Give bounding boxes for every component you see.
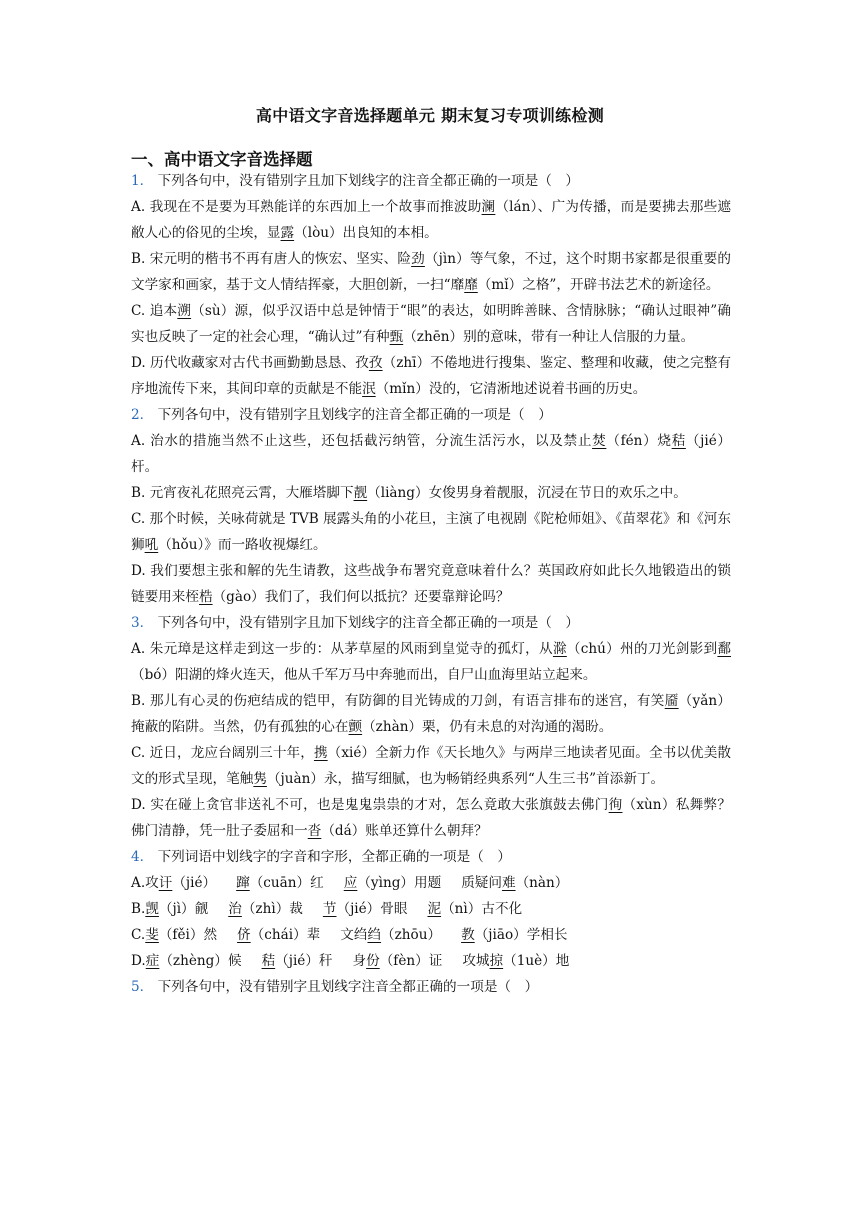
underlined-char: 侪 <box>237 927 251 943</box>
word-item <box>145 870 216 896</box>
underlined-char: 梏 <box>198 589 213 605</box>
question-text: 下列各句中，没有错别字且划线字的注音全都正确的一项是（ ） <box>153 407 552 423</box>
text-run: B. 宋元明的楷书不再有唐人的恢宏、坚实、险 <box>131 251 412 267</box>
text-run: （nì）古不化 <box>441 901 523 917</box>
underlined-char: 劲 <box>411 251 425 267</box>
word-item <box>323 896 408 922</box>
underlined-char: 甄 <box>389 329 404 345</box>
option-label: A. <box>131 875 146 891</box>
underlined-char: 溯 <box>177 303 192 319</box>
answer-option <box>131 740 731 792</box>
question-number: 1． <box>131 173 154 189</box>
document-title: 高中语文字音选择题单元 期末复习专项训练检测 <box>255 106 605 125</box>
text-run: （juàn）永，描写细腻，也为畅销经典系列“人生三书”首添新丁。 <box>266 771 665 787</box>
text-run: （zhī）不倦地进行搜集、鉴定、整理和收藏，使之完整有序地流传下来，其间印章的贡献是不能 <box>131 355 732 397</box>
question-text: 下列词语中划线字的字音和字形，全都正确的一项是（ ） <box>153 849 512 865</box>
question-text: 下列各句中，没有错别字且划线字注音全都正确的一项是（ ） <box>153 979 539 995</box>
option-label: D. <box>131 953 146 969</box>
word-item <box>462 948 569 974</box>
text-run: （lòu）出良知的本相。 <box>294 225 438 241</box>
underlined-char: 鄱 <box>717 641 731 657</box>
question-stem <box>131 168 731 194</box>
word-item <box>145 896 208 922</box>
underlined-char: 斐 <box>145 927 159 943</box>
text-run: （hǒu）》而一路收视爆红。 <box>158 537 327 553</box>
answer-option <box>131 636 731 688</box>
text-run: C. 那个时候，关咏荷就是 TVB 展露头角的小花旦，主演了电视剧《陀枪师姐》、《苗翠花》和《河东狮 <box>131 511 731 553</box>
question-stem <box>131 844 731 870</box>
question-number: 2． <box>131 407 154 423</box>
question-number: 5． <box>131 979 154 995</box>
text-run: （cuān）红 <box>249 875 324 891</box>
word-item <box>237 922 320 948</box>
text-run: （zhì）裁 <box>241 901 303 917</box>
word-item <box>228 896 303 922</box>
question-list <box>131 168 731 1000</box>
answer-option <box>131 480 731 506</box>
underlined-char: 靡 <box>464 277 478 293</box>
text-run: （chú）州的刀光剑影到 <box>566 641 718 657</box>
underlined-char: 靓 <box>353 485 368 501</box>
underlined-char: 难 <box>501 875 516 891</box>
answer-option <box>131 506 731 558</box>
underlined-char: 觊 <box>145 901 159 917</box>
answer-option <box>131 870 731 896</box>
answer-option <box>131 896 731 922</box>
section-heading: 一、高中语文字音选择题 <box>131 150 313 169</box>
text-run: （dá）账单还算什么朝拜？ <box>321 823 488 839</box>
word-item <box>340 922 441 948</box>
underlined-char: 泯 <box>362 381 376 397</box>
text-run: （jiāo）学相长 <box>474 927 568 943</box>
underlined-char: 讦 <box>158 875 173 891</box>
underlined-char: 秸 <box>671 433 686 449</box>
question-stem <box>131 402 731 428</box>
word-item <box>344 870 441 896</box>
text-run: D. 实在碰上贪官非送礼不可，也是鬼鬼祟祟的才对，怎么竟敢大张旗鼓去佛门 <box>131 797 609 813</box>
answer-option <box>131 948 731 974</box>
text-run: D. 历代收藏家对古代书画勤勤恳恳、孜 <box>131 355 369 371</box>
answer-option <box>131 558 731 610</box>
option-label: C. <box>131 927 146 943</box>
underlined-char: 泥 <box>427 901 442 917</box>
text-run: （mǐ）之格”，开辟书法艺术的新途径。 <box>477 277 720 293</box>
question-number: 3． <box>131 615 154 631</box>
text-run: （zhēn）别的意味，带有一种让人信服的力量。 <box>403 329 695 345</box>
text-run: 文绉 <box>340 927 368 943</box>
text-run: （bó）阳湖的烽火连天，他从千军万马中奔驰而出，自尸山血海里站立起来。 <box>131 667 597 683</box>
underlined-char: 澜 <box>481 199 496 215</box>
text-run: （xùn）私舞弊？佛门清静，凭一肚子委屈和一 <box>131 797 731 839</box>
text-run: 攻城 <box>462 953 490 969</box>
text-run: （nàn） <box>515 875 569 891</box>
text-run: A. 治水的措施当然不止这些，还包括截污纳管，分流生活污水，以及禁止 <box>131 433 593 449</box>
text-run: （fén）烧 <box>606 433 672 449</box>
question-stem <box>131 974 731 1000</box>
underlined-char: 治 <box>228 901 242 917</box>
underlined-char: 症 <box>145 953 160 969</box>
text-run: A. 我现在不是要为耳熟能详的东西加上一个故事而推波助 <box>131 199 482 215</box>
underlined-char: 份 <box>366 953 380 969</box>
underlined-char: 滁 <box>552 641 567 657</box>
text-run: C. 追本 <box>131 303 178 319</box>
answer-option <box>131 298 731 350</box>
text-run: （lán）、广为传播，而是要拂去那些遮敝人心的俗见的尘埃，显 <box>131 199 731 241</box>
underlined-char: 露 <box>280 225 295 241</box>
text-run: （zhèng）候 <box>159 953 242 969</box>
word-item <box>236 870 324 896</box>
word-item <box>146 948 242 974</box>
text-run: （liàng）女俊男身着靓服，沉浸在节日的欢乐之中。 <box>367 485 687 501</box>
text-run: （jié） <box>172 875 217 891</box>
text-run: （fěi）然 <box>158 927 218 943</box>
answer-option <box>131 792 731 844</box>
option-label: B. <box>131 901 146 917</box>
text-run: （jié）杆。 <box>131 433 731 475</box>
question-text: 下列各句中，没有错别字且加下划线字的注音全都正确的一项是（ ） <box>153 615 579 631</box>
underlined-char: 吼 <box>144 537 159 553</box>
word-item <box>262 948 333 974</box>
text-run: A. 朱元璋是这样走到这一步的：从茅草屋的风雨到皇觉寺的孤灯，从 <box>131 641 553 657</box>
underlined-char: 靥 <box>664 693 679 709</box>
underlined-char: 隽 <box>253 771 267 787</box>
text-run: （jié）秆 <box>275 953 333 969</box>
answer-option <box>131 688 731 740</box>
text-run: （jì）觎 <box>158 901 209 917</box>
text-run: B. 元宵夜礼花照亮云霄，大雁塔脚下 <box>131 485 354 501</box>
text-run: 攻 <box>145 875 159 891</box>
question-number: 4． <box>131 849 154 865</box>
underlined-char: 蹿 <box>236 875 250 891</box>
underlined-char: 秸 <box>261 953 276 969</box>
word-item <box>461 922 567 948</box>
word-item <box>145 922 217 948</box>
word-item <box>427 896 522 922</box>
underlined-char: 徇 <box>608 797 623 813</box>
text-run: （fèn）证 <box>379 953 443 969</box>
text-run: （jìn）等气象，不过，这个时期书家都是很重要的文学家和画家，基于文人情结挥豪，大胆创新，一扫“靡 <box>131 251 732 293</box>
underlined-char: 焚 <box>592 433 607 449</box>
text-run: D. 我们要想主张和解的先生请教，这些战争布署究竟意味着什么？英国政府如此长久地锻造出的锁链要用来桎 <box>131 563 731 605</box>
answer-option <box>131 246 731 298</box>
text-run: （zhàn）栗，仍有未息的对沟通的渴盼。 <box>362 719 613 735</box>
word-item <box>461 870 568 896</box>
text-run: （zhōu） <box>381 927 442 943</box>
underlined-char: 掠 <box>489 953 504 969</box>
answer-option <box>131 350 731 402</box>
question-stem <box>131 610 731 636</box>
answer-option <box>131 922 731 948</box>
answer-option <box>131 428 731 480</box>
question-text: 下列各句中，没有错别字且加下划线字的注音全都正确的一项是（ ） <box>153 173 579 189</box>
underlined-char: 孜 <box>368 355 383 371</box>
text-run: 质疑问 <box>461 875 502 891</box>
text-run: （xié）全新力作《天长地久》与两岸三地读者见面。全书以优美散文的形式呈现，笔触 <box>131 745 732 787</box>
text-run: （chái）辈 <box>250 927 321 943</box>
text-run: 身 <box>352 953 367 969</box>
underlined-char: 颤 <box>348 719 363 735</box>
underlined-char: 教 <box>461 927 475 943</box>
text-run: （jié）骨眼 <box>336 901 408 917</box>
text-run: （1uè）地 <box>503 953 570 969</box>
answer-option <box>131 194 731 246</box>
text-run: （gào）我们了，我们何以抵抗？还要靠辩论吗？ <box>212 589 510 605</box>
text-run: （yǎn）掩蔽的陷阱。当然，仍有孤独的心在 <box>131 693 732 735</box>
underlined-char: 绉 <box>367 927 382 943</box>
underlined-char: 沓 <box>307 823 322 839</box>
underlined-char: 携 <box>313 745 328 761</box>
word-item <box>353 948 443 974</box>
text-run: （yìng）用题 <box>357 875 442 891</box>
text-run: C. 近日，龙应台阔别三十年， <box>131 745 314 761</box>
underlined-char: 节 <box>322 901 337 917</box>
text-run: （sù）源，似乎汉语中总是钟情于“眼”的表达，如明眸善睐、含情脉脉；“确认过眼神”确实也反映了一定的社会心理，“确认过”有种 <box>131 303 732 345</box>
underlined-char: 应 <box>343 875 358 891</box>
text-run: B. 那儿有心灵的伤疤结成的铠甲，有防御的目光铸成的刀剑，有语言排布的迷宫，有笑 <box>131 693 665 709</box>
text-run: （mǐn）没的，它清淅地述说着书画的历史。 <box>375 381 647 397</box>
